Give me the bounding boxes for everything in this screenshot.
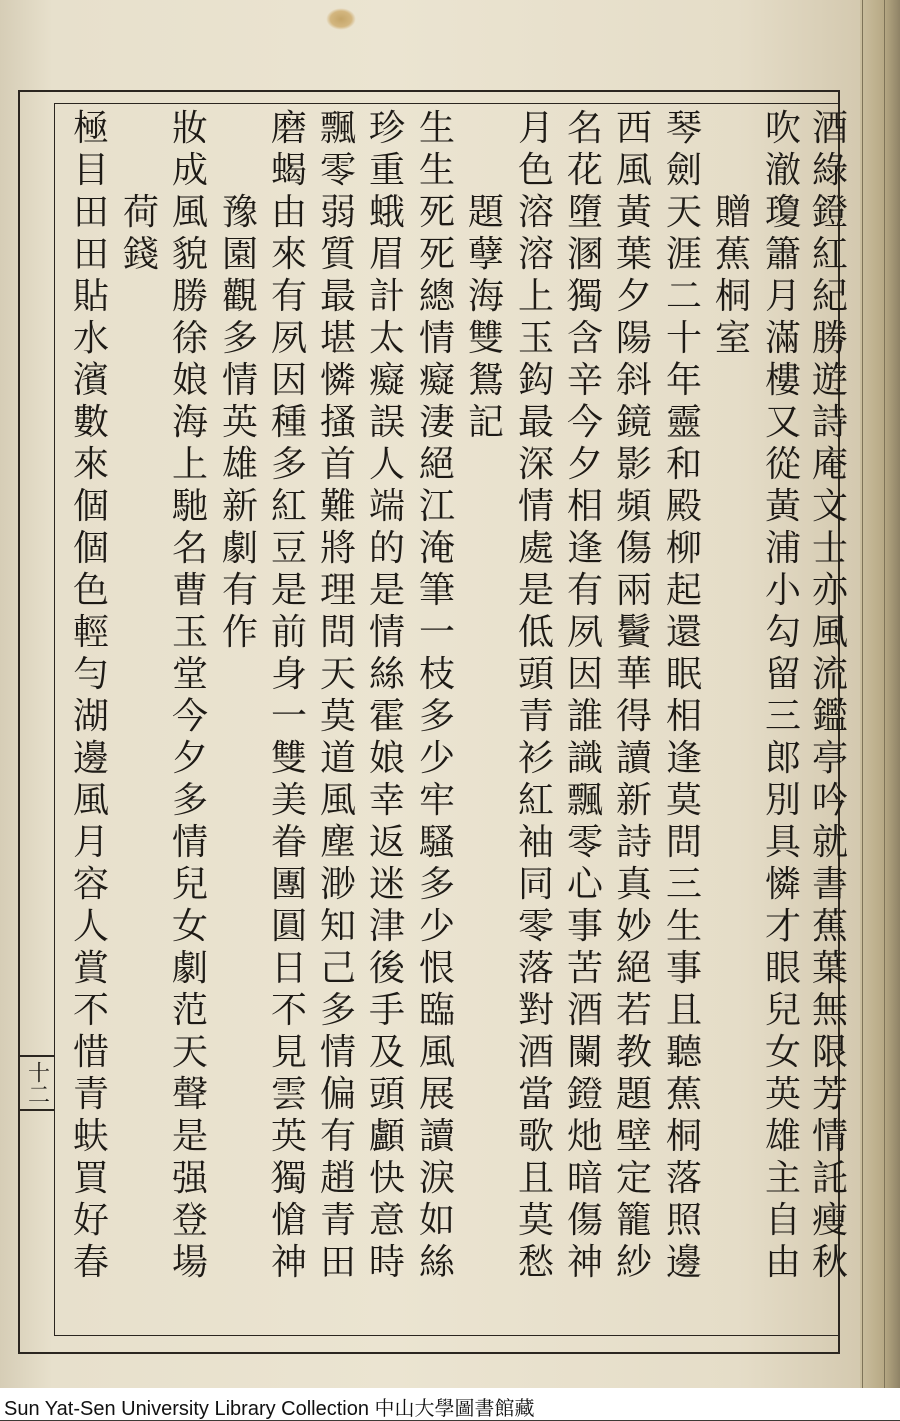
text-column: 西 風 黃 葉 夕 陽 斜 鏡 影 頻 傷 兩 鬢 華 得 讀 新 詩 真 妙 絕 若 教 題 壁 定 籠 紗 — [615, 108, 652, 1283]
text-column: 月 色 溶 溶 上 玉 鈎 最 深 情 處 是 低 頭 青 衫 紅 袖 同 零 落 對 酒 當 歌 且 莫 愁 — [517, 108, 554, 1283]
text-column: 贈 蕉 桐 室 — [714, 192, 751, 359]
folio-number: 十二 — [20, 1055, 54, 1111]
text-column: 吹 澈 瓊 簫 月 滿 樓 又 從 黃 浦 小 勾 留 三 郎 別 具 憐 才 眼 兒 女 英 雄 主 自 由 — [764, 108, 801, 1283]
text-column: 磨 蝎 由 來 有 夙 因 種 多 紅 豆 是 前 身 一 雙 美 眷 團 圓 日 不 見 雲 英 獨 愴 神 — [270, 108, 307, 1283]
text-column: 荷 錢 — [122, 192, 159, 275]
text-column: 珍 重 蛾 眉 計 太 癡 誤 人 端 的 是 情 絲 霍 娘 幸 返 迷 津 後 手 及 頭 顱 快 意 時 — [368, 108, 405, 1283]
text-column: 生 生 死 死 總 情 癡 淒 絕 江 淹 筆 一 枝 多 少 牢 騷 多 少 恨 臨 風 展 讀 淚 如 絲 — [418, 108, 455, 1283]
footer-credit: Sun Yat-Sen University Library Collection 中山大學圖書館藏 — [4, 1398, 535, 1420]
paper-stain — [326, 8, 356, 30]
text-column: 題 孽 海 雙 鴛 記 — [467, 192, 504, 443]
page-edge — [860, 0, 900, 1388]
text-column: 極 目 田 田 貼 水 濱 數 來 個 個 色 輕 勻 湖 邊 風 月 容 人 賞 不 惜 青 蚨 買 好 春 — [72, 108, 109, 1283]
text-column: 名 花 墮 溷 獨 含 辛 今 夕 相 逢 有 夙 因 誰 識 飄 零 心 事 苦 酒 闌 鐙 灺 暗 傷 神 — [566, 108, 603, 1283]
text-column: 琴 劍 天 涯 二 十 年 靈 和 殿 柳 起 還 眠 相 逢 莫 問 三 生 事 且 聽 蕉 桐 落 照 邊 — [665, 108, 702, 1283]
text-column: 酒 綠 鐙 紅 紀 勝 遊 詩 庵 文 士 亦 風 流 鑑 亭 吟 就 書 蕉 葉 無 限 芳 情 託 瘦 秋 — [811, 108, 848, 1283]
text-column: 妝 成 風 貌 勝 徐 娘 海 上 馳 名 曹 玉 堂 今 夕 多 情 兒 女 劇 范 天 聲 是 强 登 場 — [171, 108, 208, 1283]
text-column: 豫 園 觀 多 情 英 雄 新 劇 有 作 — [221, 192, 258, 653]
page-edge-line — [884, 0, 885, 1388]
text-column: 飄 零 弱 質 最 堪 憐 搔 首 難 將 理 問 天 莫 道 風 塵 渺 知 己 多 情 偏 有 趙 青 田 — [319, 108, 356, 1283]
page-edge-line — [862, 0, 863, 1388]
